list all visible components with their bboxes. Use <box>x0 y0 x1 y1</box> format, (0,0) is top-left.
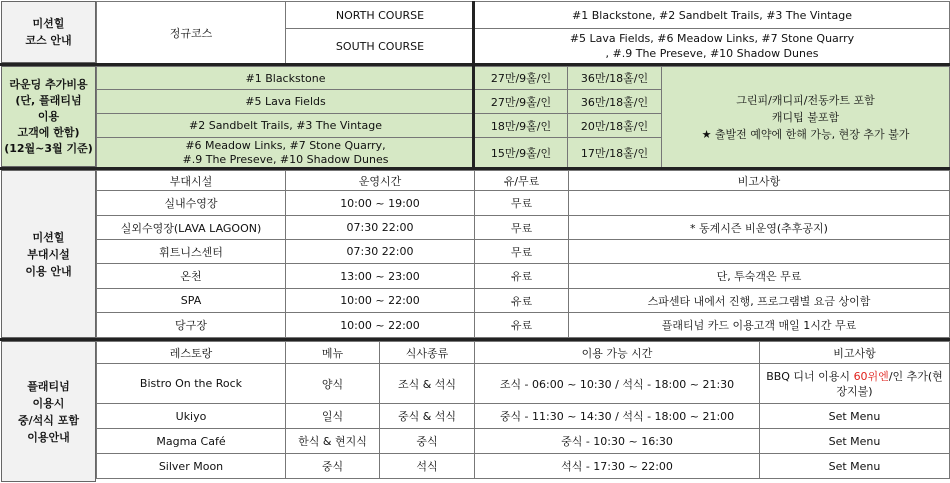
table-row <box>97 289 950 313</box>
table-row <box>97 429 950 454</box>
facility-name: 실외수영장(LAVA LAGOON) <box>97 216 286 240</box>
table-row <box>97 191 950 216</box>
service-hours: 조식 - 06:00 ~ 10:30 / 석식 - 18:00 ~ 21:30 <box>475 364 760 404</box>
restaurant-menu: 일식 <box>286 404 380 429</box>
course-info-header: 미션힐 코스 안내 <box>1 1 96 63</box>
fee-18-holes: 20만/18홀/인 <box>568 114 662 138</box>
south-course-label: SOUTH COURSE <box>286 29 475 64</box>
service-hours: 중식 - 11:30 ~ 14:30 / 석식 - 18:00 ~ 21:00 <box>475 404 760 429</box>
table-header-row <box>97 171 950 191</box>
column-divider <box>472 1 475 63</box>
facility-note: 단, 투숙객은 무료 <box>569 264 950 289</box>
column-divider <box>472 66 475 167</box>
fee-course: #6 Meadow Links, #7 Stone Quarry, #.9 The Preseve, #10 Shadow Dunes <box>97 138 475 168</box>
north-course-label: NORTH COURSE <box>286 2 475 29</box>
facility-note: 스파센타 내에서 진행, 프로그램별 요금 상이함 <box>569 289 950 313</box>
column-header: 식사종류 <box>380 342 475 364</box>
south-course-list: #5 Lava Fields, #6 Meadow Links, #7 Stone Quarry , #.9 The Preseve, #10 Shadow Dunes <box>475 29 950 64</box>
facility-name: SPA <box>97 289 286 313</box>
fee-9-holes: 18만/9홀/인 <box>475 114 568 138</box>
fee-course: #5 Lava Fields <box>97 90 475 114</box>
column-header: 유/무료 <box>475 171 569 191</box>
service-hours: 중식 - 10:30 ~ 16:30 <box>475 429 760 454</box>
column-header: 메뉴 <box>286 342 380 364</box>
restaurant-name: Silver Moon <box>97 454 286 479</box>
service-hours: 석식 - 17:30 ~ 22:00 <box>475 454 760 479</box>
facility-fee: 유료 <box>475 264 569 289</box>
table-row <box>97 264 950 289</box>
facility-fee: 무료 <box>475 240 569 264</box>
course-info-table <box>96 1 950 64</box>
fee-9-holes: 27만/9홀/인 <box>475 67 568 90</box>
facility-name: 휘트니스센터 <box>97 240 286 264</box>
facility-name: 실내수영장 <box>97 191 286 216</box>
note-text: /인 추가(현장지불) <box>836 369 943 398</box>
rounding-fee-header: 라운딩 추가비용 (단, 플래티넘 이용 고객에 한함) (12월~3월 기준) <box>1 66 96 167</box>
facilities-header: 미션힐 부대시설 이용 안내 <box>1 170 96 338</box>
facility-note <box>569 240 950 264</box>
fee-course: #2 Sandbelt Trails, #3 The Vintage <box>97 114 475 138</box>
fee-18-holes: 36만/18홀/인 <box>568 67 662 90</box>
facility-name: 당구장 <box>97 313 286 338</box>
restaurant-menu: 한식 & 현지식 <box>286 429 380 454</box>
column-header: 비고사항 <box>760 342 950 364</box>
facility-note <box>569 191 950 216</box>
dining-table <box>96 341 950 479</box>
dining-header: 플래티넘 이용시 중/석식 포함 이용안내 <box>1 341 96 482</box>
table-row <box>97 454 950 479</box>
restaurant-name: Bistro On the Rock <box>97 364 286 404</box>
column-header: 레스토랑 <box>97 342 286 364</box>
fee-course: #1 Blackstone <box>97 67 475 90</box>
note-text: BBQ 디너 이용시 <box>766 369 854 383</box>
column-header: 부대시설 <box>97 171 286 191</box>
table-row <box>97 364 950 404</box>
meal-type: 중식 & 석식 <box>380 404 475 429</box>
rounding-fee-table <box>96 66 950 168</box>
restaurant-note: Set Menu <box>760 429 950 454</box>
meal-type: 중식 <box>380 429 475 454</box>
restaurant-note: Set Menu <box>760 404 950 429</box>
table-row <box>97 404 950 429</box>
fee-9-holes: 15만/9홀/인 <box>475 138 568 168</box>
column-header: 운영시간 <box>286 171 475 191</box>
north-course-list: #1 Blackstone, #2 Sandbelt Trails, #3 The Vintage <box>475 2 950 29</box>
facilities-table <box>96 170 950 338</box>
restaurant-menu: 양식 <box>286 364 380 404</box>
column-header: 이용 가능 시간 <box>475 342 760 364</box>
facility-note: * 동계시즌 비운영(추후공지) <box>569 216 950 240</box>
table-row <box>97 216 950 240</box>
regular-course-label: 정규코스 <box>97 2 286 64</box>
facility-fee: 무료 <box>475 191 569 216</box>
restaurant-menu: 중식 <box>286 454 380 479</box>
facility-hours: 10:00 ~ 19:00 <box>286 191 475 216</box>
meal-type: 석식 <box>380 454 475 479</box>
table-row <box>97 313 950 338</box>
table-header-row <box>97 342 950 364</box>
table-row <box>97 240 950 264</box>
facility-hours: 10:00 ~ 22:00 <box>286 313 475 338</box>
column-header: 비고사항 <box>569 171 950 191</box>
restaurant-name: Magma Café <box>97 429 286 454</box>
facility-hours: 07:30 22:00 <box>286 240 475 264</box>
facility-fee: 무료 <box>475 216 569 240</box>
restaurant-note: Set Menu <box>760 454 950 479</box>
facility-name: 온천 <box>97 264 286 289</box>
facility-fee: 유료 <box>475 289 569 313</box>
meal-type: 조식 & 석식 <box>380 364 475 404</box>
facility-note: 플래티넘 카드 이용고객 매일 1시간 무료 <box>569 313 950 338</box>
facility-hours: 07:30 22:00 <box>286 216 475 240</box>
restaurant-note <box>760 364 950 404</box>
fee-18-holes: 17만/18홀/인 <box>568 138 662 168</box>
fee-18-holes: 36만/18홀/인 <box>568 90 662 114</box>
price-highlight: 60위엔 <box>853 369 889 383</box>
facility-fee: 유료 <box>475 313 569 338</box>
restaurant-name: Ukiyo <box>97 404 286 429</box>
facility-hours: 13:00 ~ 23:00 <box>286 264 475 289</box>
fee-note: 그린피/캐디피/전동카트 포함 캐디팁 불포함 ★ 출발전 예약에 한해 가능, 현장 추가 불가 <box>662 67 950 168</box>
facility-hours: 10:00 ~ 22:00 <box>286 289 475 313</box>
fee-9-holes: 27만/9홀/인 <box>475 90 568 114</box>
